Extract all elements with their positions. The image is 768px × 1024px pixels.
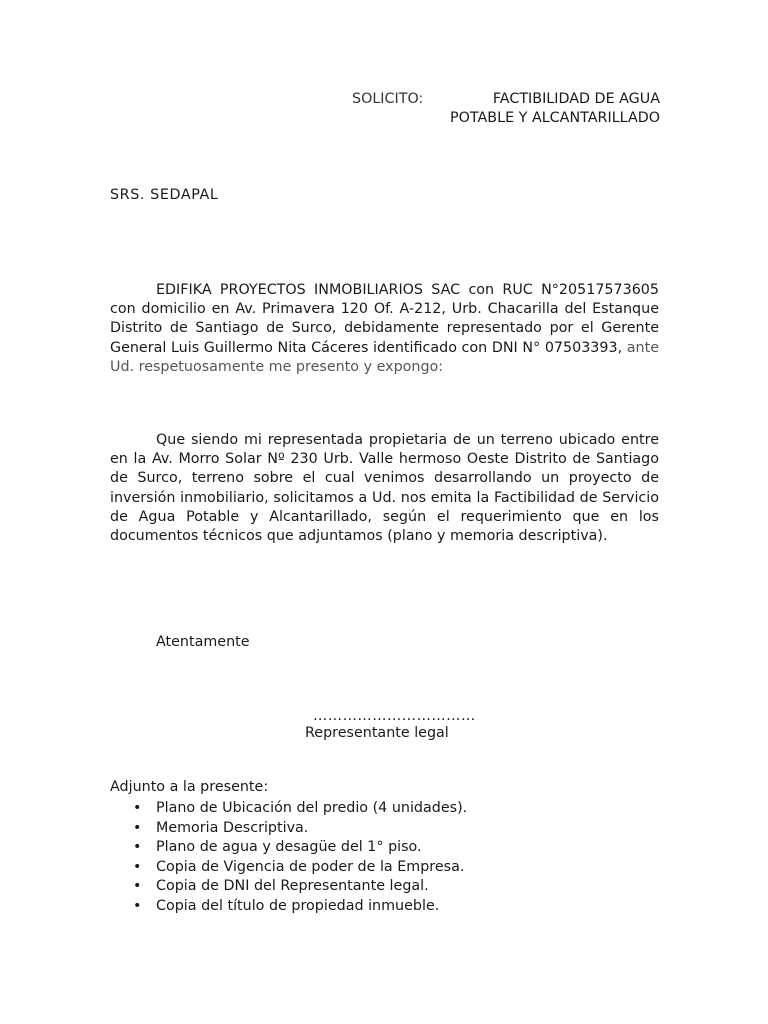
attachment-text: Memoria Descriptiva. (156, 819, 309, 836)
list-item (110, 877, 467, 897)
signature-line: …………………………… (313, 708, 476, 724)
attachments-title: Adjunto a la presente: (110, 779, 269, 795)
bullet: • (133, 858, 142, 875)
paragraph-request: Que siendo mi representada propietaria de un terreno ubicado entre en la Av. Morro Solar Nº 230 Urb. Valle hermoso Oeste Distrito de Santiago de Surco, terreno sobre el cual venimos desarrollando un proyecto de inversión inmobiliario, solicitamos a Ud. nos emita la Factibilidad de Servicio de Agua Potable y Alcantarillado, según el requerimiento que en los documentos técnicos que adjuntamos (plano y memoria descriptiva). (110, 432, 659, 545)
signer-title: Representante legal (305, 725, 449, 741)
subject-line-2: POTABLE Y ALCANTARILLADO (450, 110, 660, 126)
attachment-text: Plano de agua y desagüe del 1° piso. (156, 839, 422, 856)
bullet: • (133, 819, 142, 836)
list-item (110, 838, 467, 858)
subject-line-1: FACTIBILIDAD DE AGUA (492, 91, 660, 107)
subject-label: SOLICITO: (352, 91, 424, 107)
list-item (110, 858, 467, 878)
closing: Atentamente (156, 634, 250, 650)
paragraph-introduction-tail: ante Ud. respetuosamente me presento y expongo: (110, 339, 659, 375)
subject-block (352, 90, 660, 128)
list-item (110, 897, 467, 917)
bullet: • (133, 878, 142, 895)
attachment-text: Copia del título de propiedad inmueble. (156, 897, 440, 914)
paragraph-introduction (110, 281, 659, 377)
attachment-text: Copia de Vigencia de poder de la Empresa. (156, 858, 465, 875)
bullet: • (133, 897, 142, 914)
bullet: • (133, 839, 142, 856)
addressee: SRS. SEDAPAL (110, 187, 219, 203)
attachment-text: Plano de Ubicación del predio (4 unidades). (156, 800, 468, 816)
attachment-text: Copia de DNI del Representante legal. (156, 878, 429, 895)
bullet: • (133, 800, 142, 816)
list-item (110, 819, 467, 839)
attachments-list (110, 799, 467, 917)
paragraph-introduction-main: EDIFIKA PROYECTOS INMOBILIARIOS SAC con RUC N°20517573605 con domicilio en Av. Primavera 120 Of. A-212, Urb. Chacarilla del Estanque Distrito de Santiago de Surco, debidamente representado por el Gerente General Luis Guillermo Nita Cáceres identificado con DNI N° 07503393, (110, 282, 659, 356)
list-item (110, 799, 467, 819)
